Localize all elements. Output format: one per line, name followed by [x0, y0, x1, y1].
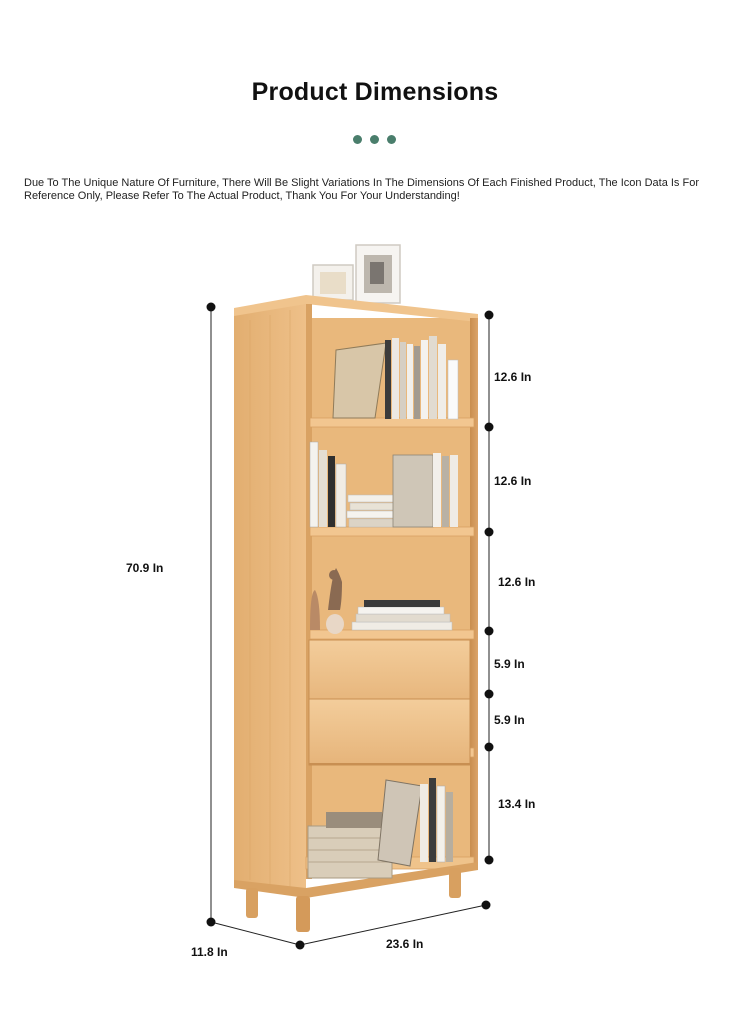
books-shelf-1: [333, 336, 458, 419]
page-title: Product Dimensions: [251, 78, 499, 106]
drawer-2-height-label: 5.9 In: [494, 713, 525, 727]
shelf-2-height-label: 12.6 In: [494, 474, 532, 488]
bottom-shelf-height-label: 13.4 In: [498, 797, 536, 811]
picture-frame-large: [356, 245, 400, 303]
disclaimer-text: Due To The Unique Nature Of Furniture, There Will Be Slight Variations In The Dimensions Of Each Finished Product, The Icon Data Is For Reference Only, Please Refer To The Actual Product, Thank You For Your Understanding!: [24, 177, 699, 202]
depth-label: 11.8 In: [191, 945, 228, 959]
shelf-1-height-label: 12.6 In: [494, 370, 532, 384]
drawer-top: [309, 640, 470, 706]
drawer-1-height-label: 5.9 In: [494, 657, 525, 671]
width-label: 23.6 In: [386, 937, 424, 951]
picture-frame-small: [313, 265, 353, 300]
drawer-bottom: [309, 699, 470, 765]
total-height-label: 70.9 In: [126, 561, 164, 575]
shelf-3-height-label: 12.6 In: [498, 575, 536, 589]
